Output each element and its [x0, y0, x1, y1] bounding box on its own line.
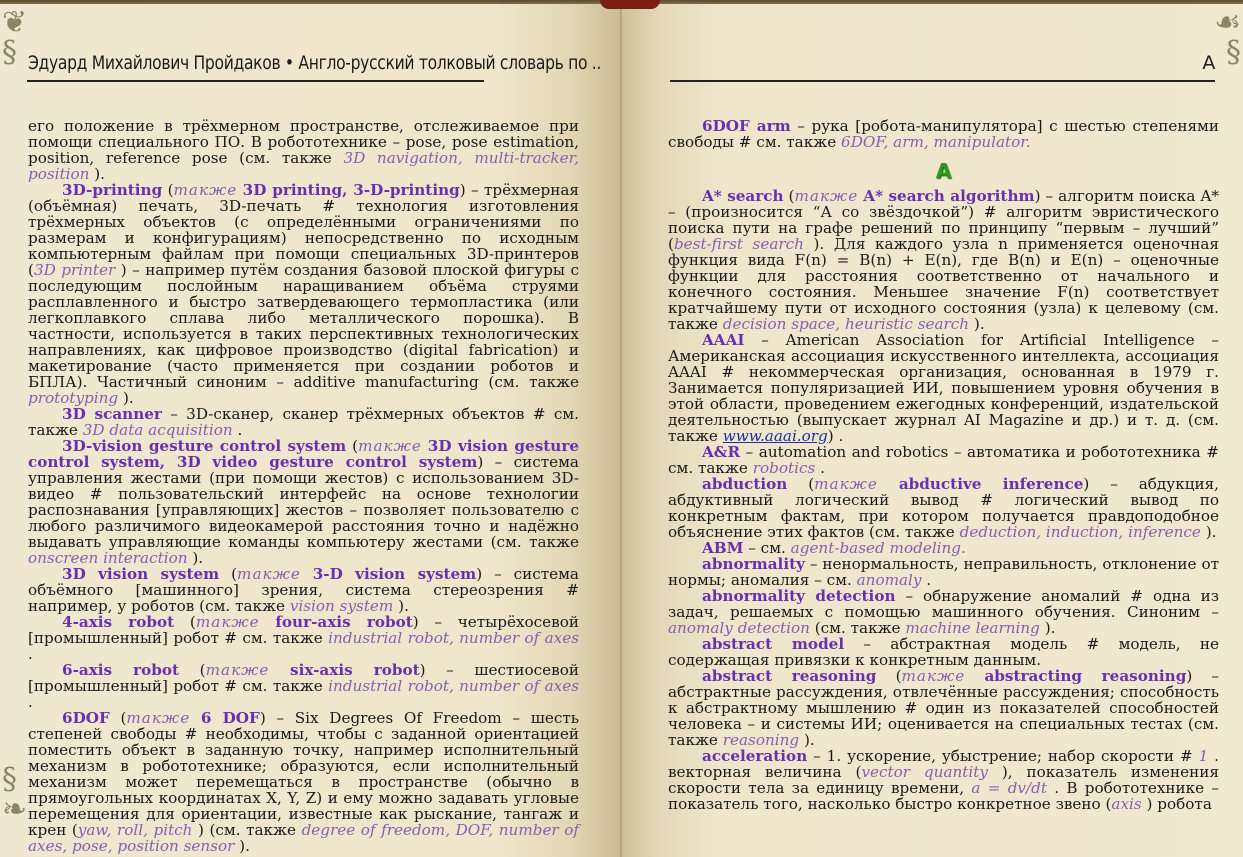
cross-reference[interactable]: vision system: [289, 597, 394, 615]
also-label: также: [814, 475, 878, 493]
entry-end: .: [232, 421, 243, 439]
entry-term: AAAI: [702, 331, 745, 349]
entry-body: ) – например путём создания базовой плоской фигуры с последующим послойным наращиванием объёма струями расплавленного и быстро затвердевающего термопластика (или легкоплавкого сплава либо металлического порошка). В частности, используется в таких перспективных технологических направлениях, как цифровое производство (digital fabrication) и макетирование (часто применяется при создании роботов и БПЛА). Частичный синоним – additive manufacturing (см. также: [28, 261, 580, 391]
book-spine: [620, 4, 622, 857]
entry-end: .: [921, 571, 932, 589]
right-pre-entries: [668, 118, 1219, 150]
dictionary-entry: [668, 588, 1219, 636]
entry-term: A&R: [702, 443, 741, 461]
cross-reference[interactable]: 6DOF, arm, manipulator.: [841, 133, 1031, 151]
entry-body: (см. также: [809, 619, 906, 637]
entry-body: – 1. ускорение, убыстрение; набор скорости #: [807, 747, 1199, 765]
entry-body: – алгоритм поиска A* – (произносится “А со звёздочкой”) # алгоритм эвристического поиска пути на графе решений по принципу “первым – лучший” (: [668, 187, 1220, 253]
cross-reference[interactable]: anomaly detection: [668, 619, 810, 637]
dictionary-entry: 6DOF (также 6 DOF) – Six Degrees Of Freedom – шесть степеней свободы # необходимы, чтобы с заданной ориентацией поместить объект в заданную точку, например исполнительный механизм в робототехнике; образуются, если исполнительный механизм может перемещаться в пространстве (обычно в прямоугольных координатах X, Y, Z) и ему можно задавать угловые перемещения для ориентации, известные как рыскание, тангаж и крен (yaw, roll, pitch ) (см. также degree of freedom, DOF, number of axes, pose, position sensor ).: [28, 709, 579, 855]
entry-term: abstract model: [702, 635, 845, 653]
entry-body: . В робототехнике – показатель того, насколько быстро конкретное звено (: [668, 779, 1219, 813]
entry-body: – абстрактные рассуждения, отвлечённые рассуждения; способность к абстрактному мышлению # один из показателей способностей человека – и системы ИИ; оценивается на специальных тестах (см. также: [668, 667, 1220, 749]
cross-reference[interactable]: axis: [1111, 795, 1142, 813]
entry-body: – automation and robotics – автоматика и робототехника # см. также: [668, 443, 1219, 477]
right-entries: [668, 188, 1219, 812]
cross-reference[interactable]: machine learning: [905, 619, 1040, 637]
entry-end: ) робота: [1141, 795, 1212, 813]
entry-term: abduction: [702, 475, 788, 493]
entry-end: ).: [118, 389, 134, 407]
dictionary-entry: [668, 748, 1219, 812]
entry-term: 3D-printing: [62, 181, 163, 199]
dictionary-entry: 6-axis robot (также six-axis robot) – шестиосевой [промышленный] робот # см. также industrial robot, number of axes .: [28, 661, 579, 711]
entry-body: ), показатель изменения скорости тела за единицу времени,: [668, 763, 1219, 797]
cross-reference[interactable]: 1: [1198, 747, 1209, 765]
header-rule: [27, 80, 484, 82]
cross-reference[interactable]: vector quantity: [861, 763, 988, 781]
cross-reference[interactable]: a = dv/dt: [971, 779, 1047, 797]
synonym-terms: four-axis robot: [275, 613, 413, 631]
also-label: также: [195, 613, 260, 631]
also-label: также: [126, 709, 191, 727]
entry-body: его положение в трёхмерном пространстве, отслеживаемое при помощи специального ПО. В робототехнике – pose, pose estimation, position, reference pose (см. также: [28, 117, 579, 167]
entry-end: ).: [89, 165, 105, 183]
dictionary-entry: abduction (также abductive inference) – абдукция, абдуктивный логический вывод # логический вывод по конкретным фактам, при котором получается правдоподобное объяснение этих фактов (см. также deduction, induction, inference ).: [668, 475, 1219, 541]
entry-body: – абдукция, абдуктивный логический вывод # логический вывод по конкретным фактам, при котором получается правдоподобное объяснение этих фактов (см. также: [668, 475, 1219, 541]
entry-term: 4-axis robot: [62, 613, 175, 631]
entry-end: ).: [1039, 619, 1056, 637]
right-page-text: [668, 118, 1219, 812]
dictionary-entry: [668, 332, 1219, 444]
entry-end: ).: [1200, 523, 1217, 541]
entry-term: 6DOF: [62, 709, 110, 727]
synonym-terms: 6 DOF: [200, 709, 260, 727]
entry-end: ).: [393, 597, 409, 615]
cross-reference[interactable]: anomaly: [856, 571, 922, 589]
left-page-text: [28, 118, 579, 854]
cross-reference[interactable]: deduction, induction, inference: [959, 523, 1201, 541]
cross-reference[interactable]: yaw, roll, pitch: [77, 821, 193, 839]
corner-ornament-icon: ☙ §: [1214, 5, 1241, 70]
corner-ornament-icon: § ❧: [2, 762, 28, 827]
entry-body: – ненормальность, неправильность, отклонение от нормы; аномалия – см.: [668, 555, 1219, 589]
cross-reference[interactable]: best-first search: [673, 235, 804, 253]
entry-body: – рука [робота-манипулятора] с шестью степенями свободы # см. также: [668, 117, 1219, 151]
entry-body: ). Для каждого узла n применяется оценочная функция вида F(n) = B(n) + E(n), где B(n) и E(n) – оценочные функции для расстояния соответственно от начального и конечного состояния. Меньшее значение F(n) соответствует кратчайшему пути от исходного состояния (узла) к целевому (см. также: [668, 235, 1219, 333]
also-label: также: [794, 187, 859, 205]
synonym-terms: abstracting reasoning: [984, 667, 1187, 685]
entry-end: ).: [799, 731, 815, 749]
dictionary-entry: [668, 636, 1219, 668]
synonym-terms: A* search algorithm: [863, 187, 1035, 205]
entry-term: abstract reasoning: [702, 667, 877, 685]
entry-body: – шестиосевой [промышленный] робот # см. также: [28, 661, 579, 695]
dictionary-entry: [668, 556, 1219, 588]
cross-reference[interactable]: 3D printer: [33, 261, 116, 279]
also-label: также: [173, 181, 238, 199]
entry-body: – система объёмного [машинного] зрения, система стереозрения # например, у роботов (см. также: [28, 565, 579, 615]
entry-term: abnormality detection: [702, 587, 896, 605]
entry-term: ABM: [702, 539, 744, 557]
cross-reference[interactable]: 3D navigation, multi-tracker, position: [28, 149, 579, 183]
running-head-letter: A: [1202, 52, 1215, 74]
dictionary-entry: 4-axis robot (также four-axis robot) – четырёхосевой [промышленный] робот # см. также industrial robot, number of axes .: [28, 613, 579, 663]
bookmark-ribbon[interactable]: [600, 0, 660, 9]
entry-term: acceleration: [702, 747, 808, 765]
synonym-terms: 3D printing, 3-D-printing: [242, 181, 460, 199]
dictionary-entry: A* search (также A* search algorithm) – алгоритм поиска A* – (произносится “А со звёздочкой”) # алгоритм эвристического поиска пути на графе решений по принципу “первым – лучший” (best-first search ). Для каждого узла n применяется оценочная функция вида F(n) = B(n) + E(n), где B(n) и E(n) – оценочные функции для расстояния соответственно от начального и конечного состояния. Меньшее значение F(n) соответствует кратчайшему пути от исходного состояния (узла) к целевому (см. также decision space, heuristic search ).: [668, 187, 1220, 333]
also-label: также: [205, 661, 270, 679]
entry-end: .: [28, 693, 33, 711]
corner-ornament-icon: ❦ §: [2, 5, 28, 70]
entry-end: ) .: [827, 427, 844, 445]
left-entries: [28, 182, 579, 854]
also-label: также: [358, 437, 422, 455]
entry-body: – обнаружение аномалий # одна из задач, решаемых с помощью машинного обучения. Синоним –: [668, 587, 1219, 621]
dictionary-entry: [668, 444, 1219, 476]
entry-body: – четырёхосевой [промышленный] робот # см. также: [28, 613, 579, 647]
also-label: также: [901, 667, 966, 685]
entry-body: . векторная величина (: [668, 747, 1220, 781]
entry-body: ) (см. также: [192, 821, 302, 839]
synonym-terms: six-axis robot: [290, 661, 420, 679]
entry-body: – см.: [743, 539, 791, 557]
also-label: также: [237, 565, 301, 583]
dictionary-entry: 3D-printing (также 3D printing, 3-D-printing) – трёхмерная (объёмная) печать, 3D-печать # технология изготовления трёхмерных объектов (с определёнными ограничениями по размерам и конфигурациям) непосредственно по исходным компьютерным файлам при помощи специальных 3D-принтеров (3D printer ) – например путём создания базовой плоской фигуры с последующим послойным наращиванием объёма струями расплавленного и быстро затвердевающего термопластика (или легкоплавкого сплава либо металлического порошка). В частности, используется в таких перспективных технологических направлениях, как цифровое производство (digital fabrication) и макетирование (часто применяется при создании роботов и БПЛА). Частичный синоним – additive manufacturing (см. также prototyping ).: [28, 181, 580, 407]
entry-term: 3D vision system: [62, 565, 220, 583]
synonym-terms: 3D vision gesture control system, 3D video gesture control system: [28, 437, 579, 471]
header-rule: [670, 80, 1215, 82]
entry-term: 3D scanner: [62, 405, 162, 423]
cross-reference[interactable]: industrial robot, number of axes: [328, 629, 579, 647]
cross-reference[interactable]: reasoning: [722, 731, 800, 749]
entry-term: 3D-vision gesture control system: [62, 437, 347, 455]
synonym-terms: abductive inference: [898, 475, 1084, 493]
cross-reference[interactable]: prototyping: [28, 389, 119, 407]
entry-term: abnormality: [702, 555, 805, 573]
entry-end: .: [28, 645, 33, 663]
entry-body: – Six Degrees Of Freedom – шесть степеней свободы # необходимы, чтобы с заданной ориентацией поместить объект в заданную точку, например исполнительный механизм в робототехнике; образуются, если исполнительный механизм может перемещаться в пространстве (обычно в прямоугольных координатах X, Y, Z) и ему можно задавать угловые перемещения для ориентации, известные как рыскание, тангаж и крен (: [28, 709, 579, 839]
dictionary-entry: 3D-vision gesture control system (также 3D vision gesture control system, 3D video gesture control system) – система управления жестами (при помощи жестов) с использованием 3D-видео # пользовательский интерфейс на основе технологии распознавания [управляющих] жестов – позволяет пользователю с любого различимого видеокамерой расстояния точно и надёжно выдавать управляющие команды компьютеру жестами (см. также onscreen interaction ).: [28, 437, 579, 567]
entry-term: 6-axis robot: [62, 661, 180, 679]
entry-body: – абстрактная модель # модель, не содержащая привязки к конкретным данным.: [668, 635, 1220, 669]
dictionary-entry: [668, 540, 1219, 556]
cross-reference[interactable]: degree of freedom, DOF, number of axes, pose, position sensor: [28, 821, 579, 855]
web-link[interactable]: www.aaai.org: [722, 427, 828, 445]
entry-term: 6DOF arm: [702, 117, 791, 135]
entry-term: A* search: [702, 187, 784, 205]
entry-body: – American Association for Artificial Intelligence – Американская ассоциация искусственного интеллекта, ассоциация AAAI # некоммерческая организация, основанная в 1979 г. Занимается популяризацией ИИ, повышением уровня обучения в этой области, проведением ежегодных конференций, издательской деятельностью (выпускает журнал AI Magazine и др.) и т. д. (см. также: [668, 331, 1219, 445]
synonym-terms: 3-D vision system: [312, 565, 477, 583]
cross-reference[interactable]: decision space, heuristic search: [722, 315, 970, 333]
running-head-left: Эдуард Михайлович Пройдаков • Англо-русский толковый словарь по ..: [28, 52, 602, 74]
cross-reference[interactable]: industrial robot, number of axes: [328, 677, 579, 695]
dictionary-entry: 3D vision system (также 3-D vision system) – система объёмного [машинного] зрения, система стереозрения # например, у роботов (см. также vision system ).: [28, 565, 579, 615]
cross-reference[interactable]: agent-based modeling.: [790, 539, 966, 557]
entry-body: – трёхмерная (объёмная) печать, 3D-печать # технология изготовления трёхмерных объектов (с определёнными ограничениями по размерам и конфигурациям) непосредственно по исходным компьютерным файлам при помощи специальных 3D-принтеров (: [28, 181, 579, 279]
continued-entry: [28, 118, 579, 182]
entry-end: ).: [234, 837, 250, 855]
dictionary-entry: abstract reasoning (также abstracting reasoning) – абстрактные рассуждения, отвлечённые рассуждения; способность к абстрактному мышлению # один из показателей способностей человека – и системы ИИ; оценивается на специальных тестах (см. также reasoning ).: [668, 667, 1220, 749]
dictionary-entry: [28, 406, 579, 438]
cross-reference[interactable]: onscreen interaction: [28, 549, 188, 567]
entry-body: – система управления жестами (при помощи жестов) с использованием 3D-видео # пользовательский интерфейс на основе технологии распознавания [управляющих] жестов – позволяет пользователю с любого различимого видеокамерой расстояния точно и надёжно выдавать управляющие команды компьютеру жестами (см. также: [28, 453, 579, 551]
section-letter-heading: A: [935, 159, 952, 183]
entry-body: – 3D-сканер, сканер трёхмерных объектов # см. также: [28, 405, 579, 439]
cross-reference[interactable]: 3D data acquisition: [82, 421, 233, 439]
entry-end: ).: [969, 315, 985, 333]
dictionary-entry: [668, 118, 1219, 150]
entry-end: .: [815, 459, 825, 477]
cross-reference[interactable]: robotics: [752, 459, 816, 477]
entry-end: ).: [187, 549, 204, 567]
